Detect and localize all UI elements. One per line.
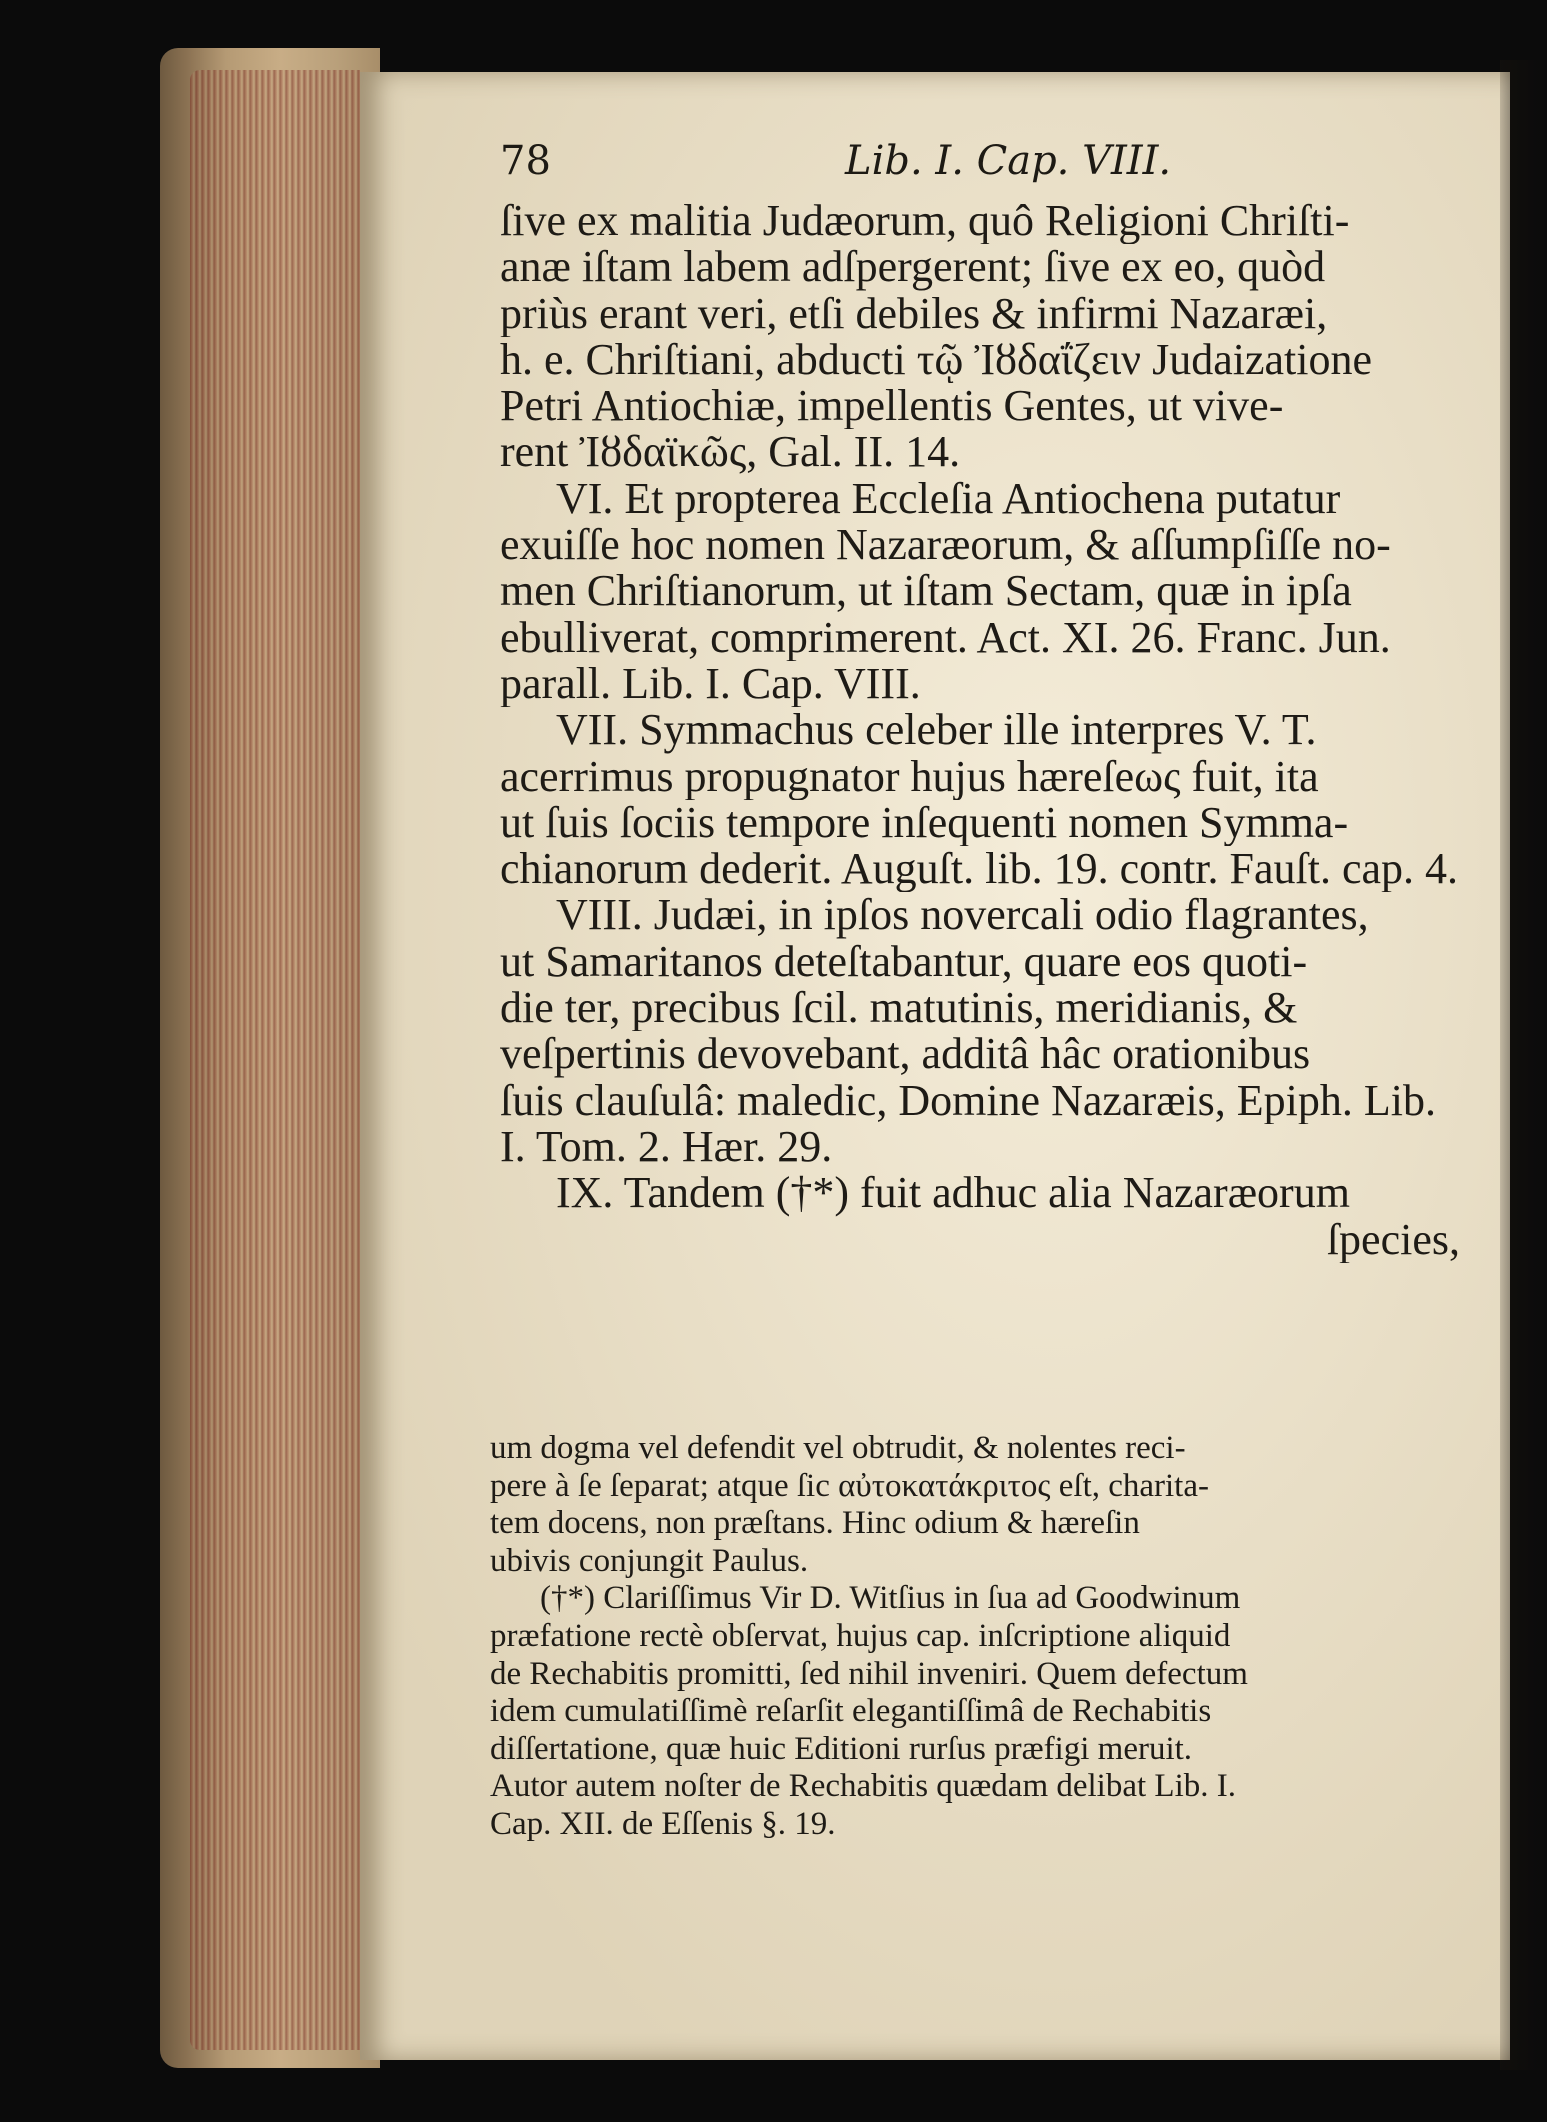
text-line: priùs erant veri, etſi debiles & infirmi Nazaræi, (500, 290, 1328, 337)
note-line: pere à ſe ſeparat; atque ſic αὐτοκατάκριτος eſt, charita- (490, 1467, 1209, 1504)
text-line: exuiſſe hoc nomen Nazaræorum, & aſſumpſiſſe no- (500, 522, 1391, 569)
page-number: 78 (500, 138, 551, 184)
text-line: ſuis clauſulâ: maledic, Domine Nazaræis, Epiph. Lib. (500, 1077, 1436, 1124)
text-line: h. e. Chriſtiani, abducti τῷ Ἰȣδαΐζειν Judaizatione (500, 336, 1372, 384)
text-line: ebulliverat, comprimerent. Act. XI. 26. Franc. Jun. (500, 614, 1391, 661)
section-viii-start: VIII. Judæi, in ipſos novercali odio flagrantes, (556, 892, 1369, 939)
text-line: rent Ἰȣδαϊκῶς, Gal. II. 14. (500, 429, 961, 476)
text-line: veſpertinis devovebant, additâ hâc orationibus (500, 1031, 1311, 1078)
note-line: ubivis conjungit Paulus. (490, 1542, 809, 1579)
footnotes (490, 1430, 1455, 1844)
text-line: ſive ex malitia Judæorum, quô Religioni Chriſti- (500, 198, 1350, 245)
note-dagger-start: (†*) Clariſſimus Vir D. Witſius in ſua ad Goodwinum (540, 1580, 1241, 1617)
text-line: Petri Antiochiæ, impellentis Gentes, ut vive- (500, 383, 1284, 430)
text-line: men Chriſtianorum, ut iſtam Sectam, quæ in ipſa (500, 568, 1352, 615)
note-line: diſſertatione, quæ huic Editioni rurſus præfigi meruit. (490, 1730, 1193, 1767)
text-line: die ter, precibus ſcil. matutinis, meridianis, & (500, 985, 1298, 1032)
text-line: parall. Lib. I. Cap. VIII. (500, 660, 921, 708)
running-title: Lib. I. Cap. VIII. (845, 138, 1172, 184)
section-vi-start: VI. Et propterea Eccleſia Antiochena putatur (556, 475, 1341, 523)
section-vii-start: VII. Symmachus celeber ille interpres V. T. (556, 707, 1317, 754)
text-line: I. Tom. 2. Hær. 29. (500, 1123, 833, 1171)
text-line: ut ſuis ſociis tempore inſequenti nomen Symma- (500, 799, 1349, 847)
catchword: ſpecies, (1326, 1216, 1460, 1263)
note-line: tem docens, non præſtans. Hinc odium & hæreſin (490, 1505, 1140, 1542)
text-line: ut Samaritanos deteſtabantur, quare eos quoti- (500, 938, 1308, 986)
text-line: acerrimus propugnator hujus hæreſeως fuit, ita (500, 753, 1319, 800)
note-line: Autor autem noſter de Rechabitis quædam delibat Lib. I. (490, 1768, 1236, 1805)
section-ix-start: IX. Tandem (†*) fuit adhuc alia Nazaræorum (556, 1170, 1350, 1217)
note-line: um dogma vel defendit vel obtrudit, & nolentes reci- (490, 1430, 1186, 1466)
text-line: anæ iſtam labem adſpergerent; ſive ex eo, quòd (500, 244, 1326, 291)
note-line: Cap. XII. de Eſſenis §. 19. (490, 1805, 836, 1842)
note-line: præfatione rectè obſervat, hujus cap. inſcriptione aliquid (490, 1617, 1231, 1654)
page-edges (190, 70, 360, 2050)
main-text (500, 198, 1460, 1263)
note-line: idem cumulatiſſimè reſarſit elegantiſſimâ de Rechabitis (490, 1693, 1212, 1730)
text-line: chianorum dederit. Auguſt. lib. 19. contr. Fauſt. cap. 4. (500, 846, 1459, 893)
spine-shadow (1500, 60, 1547, 2070)
note-line: de Rechabitis promitti, ſed nihil inveniri. Quem defectum (490, 1655, 1248, 1692)
running-head (500, 138, 1460, 198)
